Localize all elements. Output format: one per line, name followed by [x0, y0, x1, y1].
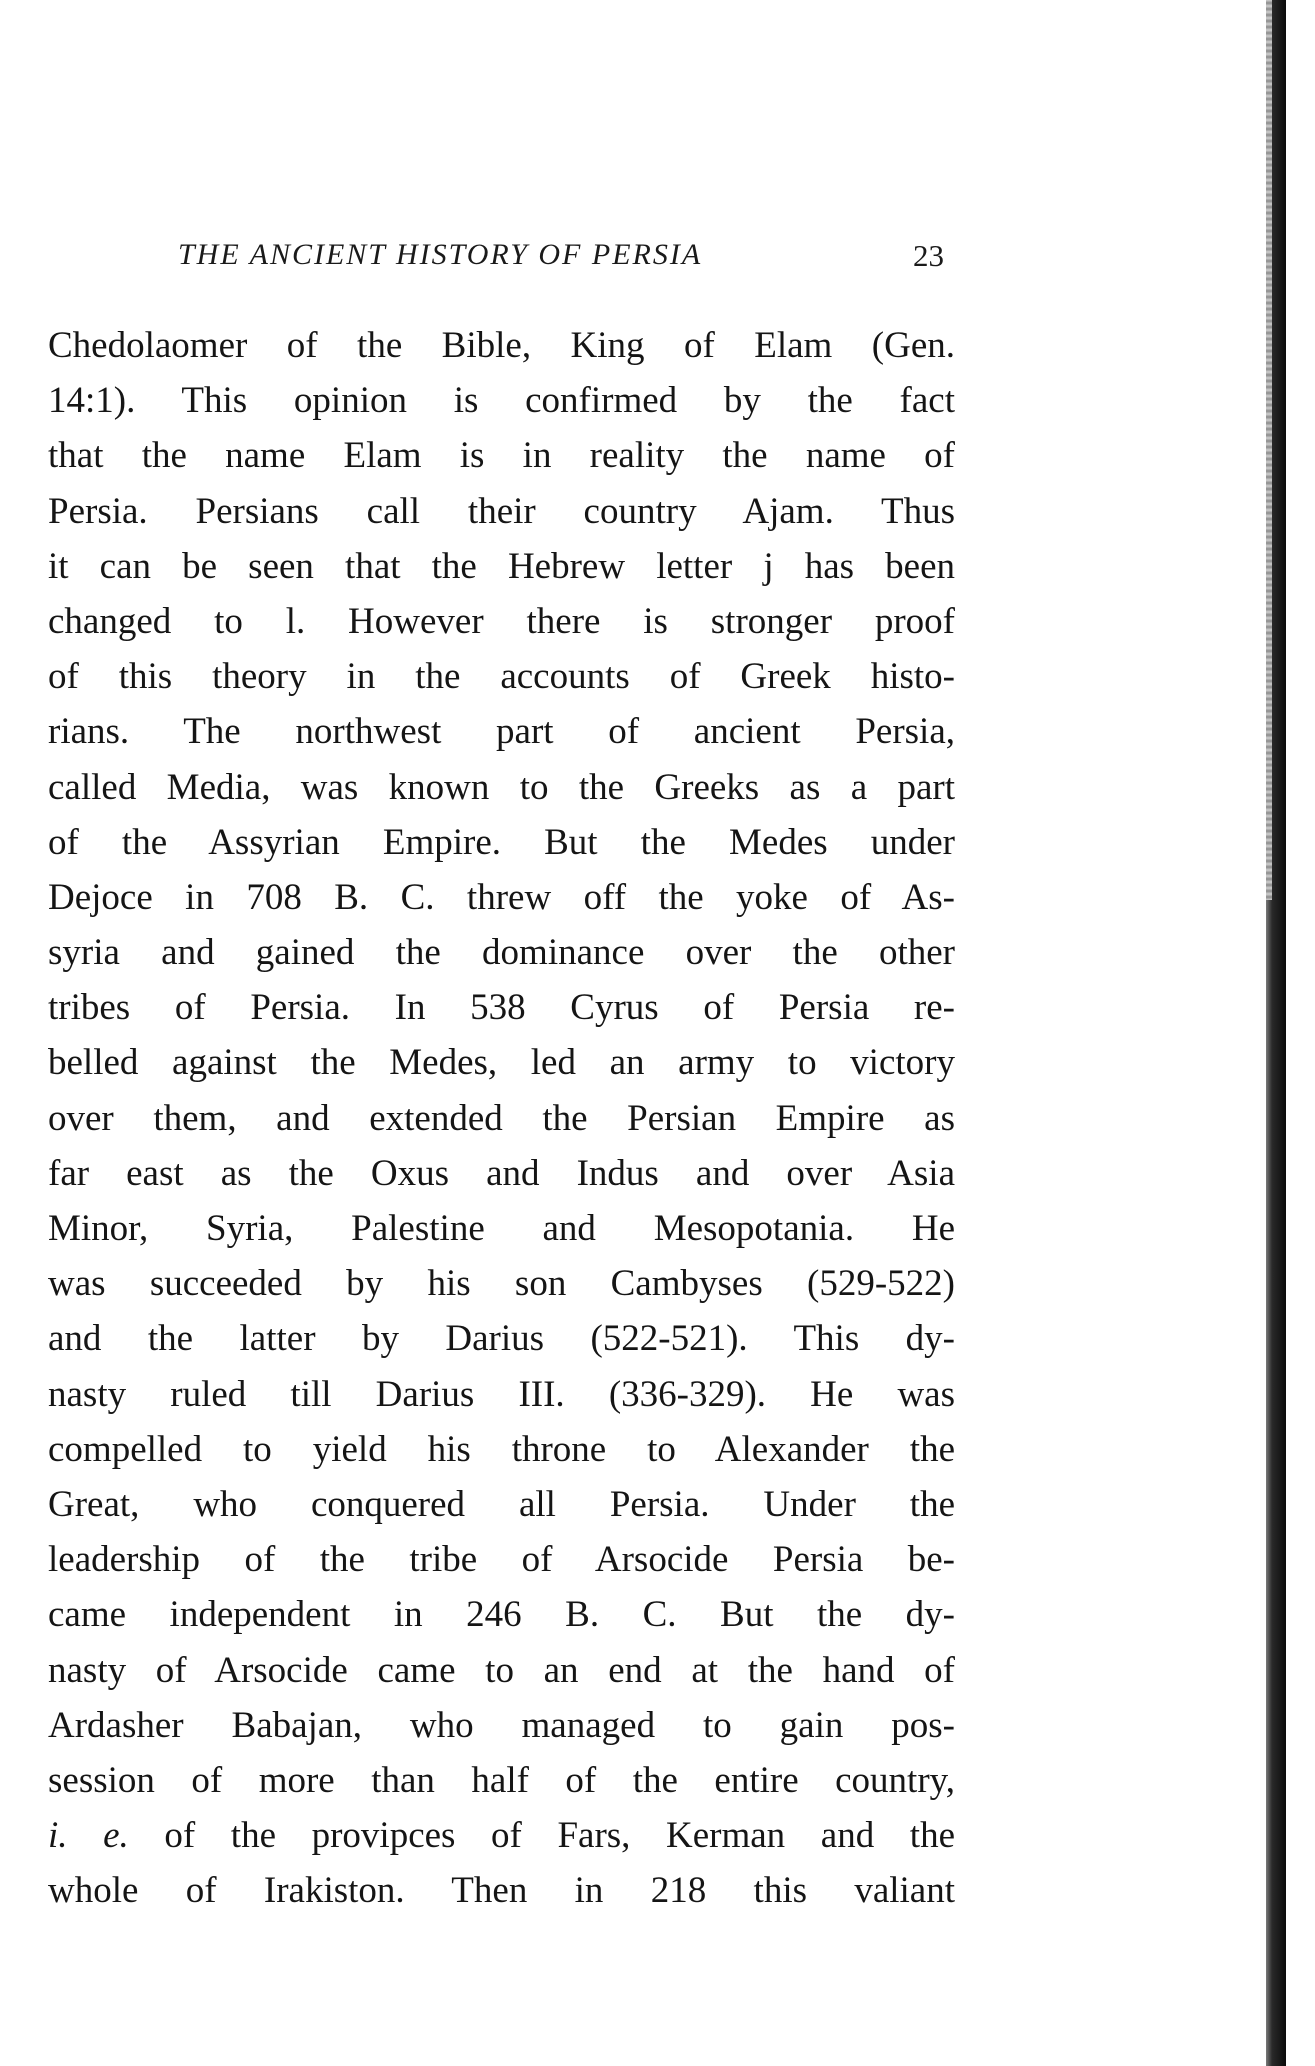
- italic-abbreviation: i. e.: [48, 1815, 129, 1857]
- text-line: of this theory in the accounts of Greek histo-: [48, 656, 955, 698]
- text-line: leadership of the tribe of Arsocide Persia be-: [48, 1539, 955, 1581]
- text-line: Ardasher Babajan, who managed to gain pos-: [48, 1704, 955, 1746]
- text-line: over them, and extended the Persian Empire as: [48, 1097, 955, 1139]
- text-line: called Media, was known to the Greeks as a part: [48, 766, 955, 808]
- text-line: Great, who conquered all Persia. Under the: [48, 1483, 955, 1525]
- text-line: nasty of Arsocide came to an end at the hand of: [48, 1649, 955, 1691]
- text-line: Persia. Persians call their country Ajam. Thus: [48, 490, 955, 532]
- page-edge-shadow: [1266, 0, 1286, 2066]
- text-line: came independent in 246 B. C. But the dy-: [48, 1594, 955, 1636]
- text-line: compelled to yield his throne to Alexander the: [48, 1428, 955, 1470]
- text-line: changed to l. However there is stronger proof: [48, 600, 955, 642]
- page-number: 23: [913, 238, 944, 273]
- text-line: that the name Elam is in reality the name of: [48, 435, 955, 477]
- text-line: [48, 1808, 955, 1863]
- text-line: 14:1). This opinion is confirmed by the fact: [48, 380, 955, 422]
- text-line: Minor, Syria, Palestine and Mesopotania. He: [48, 1208, 955, 1249]
- text-line: Dejoce in 708 B. C. threw off the yoke of As-: [48, 876, 955, 918]
- text-line: tribes of Persia. In 538 Cyrus of Persia re-: [48, 987, 955, 1029]
- text-line: belled against the Medes, led an army to victory: [48, 1042, 955, 1084]
- text-line-rest: of the provipces of Fars, Kerman and the: [164, 1815, 955, 1857]
- page-edge-margin: [1286, 0, 1315, 2066]
- body-text: [48, 318, 955, 1918]
- text-line: and the latter by Darius (522-521). This dy-: [48, 1318, 955, 1360]
- text-line: it can be seen that the Hebrew letter j has been: [48, 545, 955, 587]
- running-head: [48, 238, 955, 278]
- running-title: THE ANCIENT HISTORY OF PERSIA: [178, 238, 703, 271]
- text-line: nasty ruled till Darius III. (336-329). He was: [48, 1373, 955, 1415]
- page-edge-texture: [1266, 0, 1272, 900]
- text-line: was succeeded by his son Cambyses (529-522): [48, 1263, 955, 1305]
- text-line: far east as the Oxus and Indus and over Asia: [48, 1152, 955, 1194]
- text-line: syria and gained the dominance over the other: [48, 932, 955, 974]
- text-line: of the Assyrian Empire. But the Medes under: [48, 821, 955, 863]
- text-line: session of more than half of the entire country,: [48, 1759, 955, 1801]
- text-line: whole of Irakiston. Then in 218 this valiant: [48, 1870, 955, 1912]
- text-line: rians. The northwest part of ancient Persia,: [48, 711, 955, 753]
- text-line: Chedolaomer of the Bible, King of Elam (Gen.: [48, 325, 955, 366]
